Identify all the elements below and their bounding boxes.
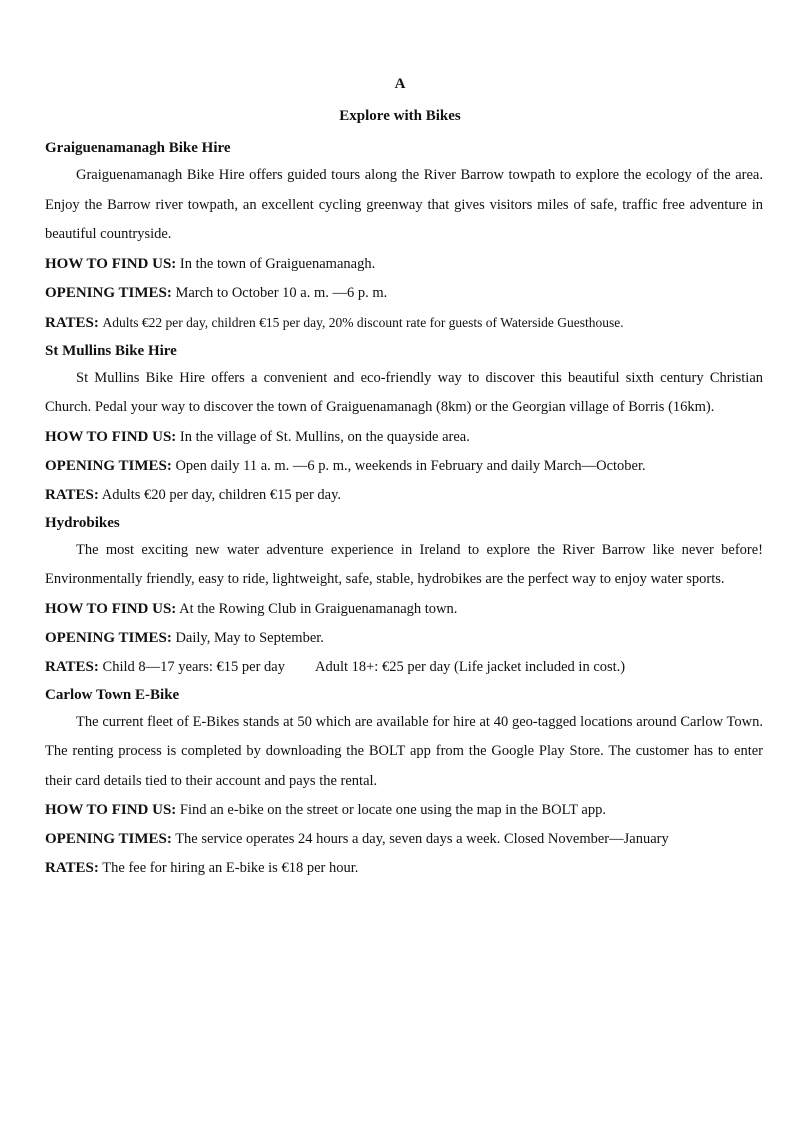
opening-times-line xyxy=(45,452,763,481)
content xyxy=(45,135,763,883)
opening-times-value: Open daily 11 a. m. —6 p. m., weekends in February and daily March—October. xyxy=(175,457,646,474)
opening-times-label: OPENING TIMES: xyxy=(45,831,172,847)
how-to-find-line xyxy=(45,423,763,452)
section-heading: St Mullins Bike Hire xyxy=(45,342,177,359)
opening-times-line xyxy=(45,624,763,653)
opening-times-value: March to October 10 a. m. —6 p. m. xyxy=(175,284,388,301)
how-to-find-label: HOW TO FIND US: xyxy=(45,255,177,272)
rates-label: RATES: xyxy=(45,314,99,331)
how-to-find-value: At the Rowing Club in Graiguenamanagh town. xyxy=(179,600,458,617)
rates-label: RATES: xyxy=(45,658,99,675)
rates-value: Adults €20 per day, children €15 per day. xyxy=(101,486,342,503)
opening-times-value: Daily, May to September. xyxy=(175,629,324,646)
opening-times-line xyxy=(45,279,763,308)
opening-times-label: OPENING TIMES: xyxy=(45,457,172,474)
section-description: Graiguenamanagh Bike Hire offers guided tours along the River Barrow towpath to explore the ecology of the area. Enjoy the Barrow river towpath, an excellent cycling greenway that gives visitors miles of safe, traffic free adventure in beautiful countryside. xyxy=(45,167,763,242)
section-description: St Mullins Bike Hire offers a convenient and eco-friendly way to discover this beautiful sixth century Christian Church. Pedal your way to discover the town of Graiguenamanagh (8km) or the Georgian village of Borris (16km). xyxy=(45,369,763,415)
how-to-find-line xyxy=(45,250,763,279)
opening-times-label: OPENING TIMES: xyxy=(45,284,172,301)
rates-line xyxy=(45,854,763,883)
section-description: The most exciting new water adventure experience in Ireland to explore the River Barrow like never before! Environmentally friendly, easy to ride, lightweight, safe, stable, hydrobikes are the perfect way to enjoy water sports. xyxy=(45,541,763,587)
rates-value: Adults €22 per day, children €15 per day, 20% discount rate for guests of Waterside Guesthouse. xyxy=(102,314,624,330)
how-to-find-value: Find an e-bike on the street or locate one using the map in the BOLT app. xyxy=(179,802,606,818)
section-graiguenamanagh xyxy=(45,135,763,338)
rates-adult-value: Adult 18+: €25 per day (Life jacket included in cost.) xyxy=(314,658,626,675)
how-to-find-label: HOW TO FIND US: xyxy=(45,802,177,818)
rates-label: RATES: xyxy=(45,486,99,503)
section-heading: Graiguenamanagh Bike Hire xyxy=(45,140,231,156)
rates-child-value: Child 8—17 years: €15 per day xyxy=(102,658,285,675)
opening-times-value: The service operates 24 hours a day, seven days a week. Closed November—January xyxy=(175,831,669,847)
rates-line xyxy=(45,308,763,338)
opening-times-label: OPENING TIMES: xyxy=(45,629,172,646)
section-description: The current fleet of E-Bikes stands at 50 which are available for hire at 40 geo-tagged locations around Carlow Town. The renting process is completed by downloading the BOLT app from the Google Play Store. The customer has to enter their card details tied to their account and pays the rental. xyxy=(45,713,763,789)
how-to-find-value: In the town of Graiguenamanagh. xyxy=(179,255,376,272)
section-st-mullins xyxy=(45,338,763,510)
section-letter: A xyxy=(394,76,406,92)
page-title: Explore with Bikes xyxy=(339,108,461,124)
rates-value: The fee for hiring an E-bike is €18 per hour. xyxy=(102,860,359,876)
how-to-find-label: HOW TO FIND US: xyxy=(45,600,177,617)
rates-line xyxy=(45,653,763,682)
section-heading: Hydrobikes xyxy=(45,514,120,531)
section-carlow-e-bike xyxy=(45,682,763,884)
rates-label: RATES: xyxy=(45,860,99,876)
section-hydrobikes xyxy=(45,510,763,682)
how-to-find-value: In the village of St. Mullins, on the quayside area. xyxy=(179,428,470,445)
section-heading: Carlow Town E-Bike xyxy=(45,686,180,703)
how-to-find-label: HOW TO FIND US: xyxy=(45,428,177,445)
how-to-find-line xyxy=(45,796,763,825)
how-to-find-line xyxy=(45,595,763,624)
rates-line xyxy=(45,481,763,510)
opening-times-line xyxy=(45,825,763,854)
